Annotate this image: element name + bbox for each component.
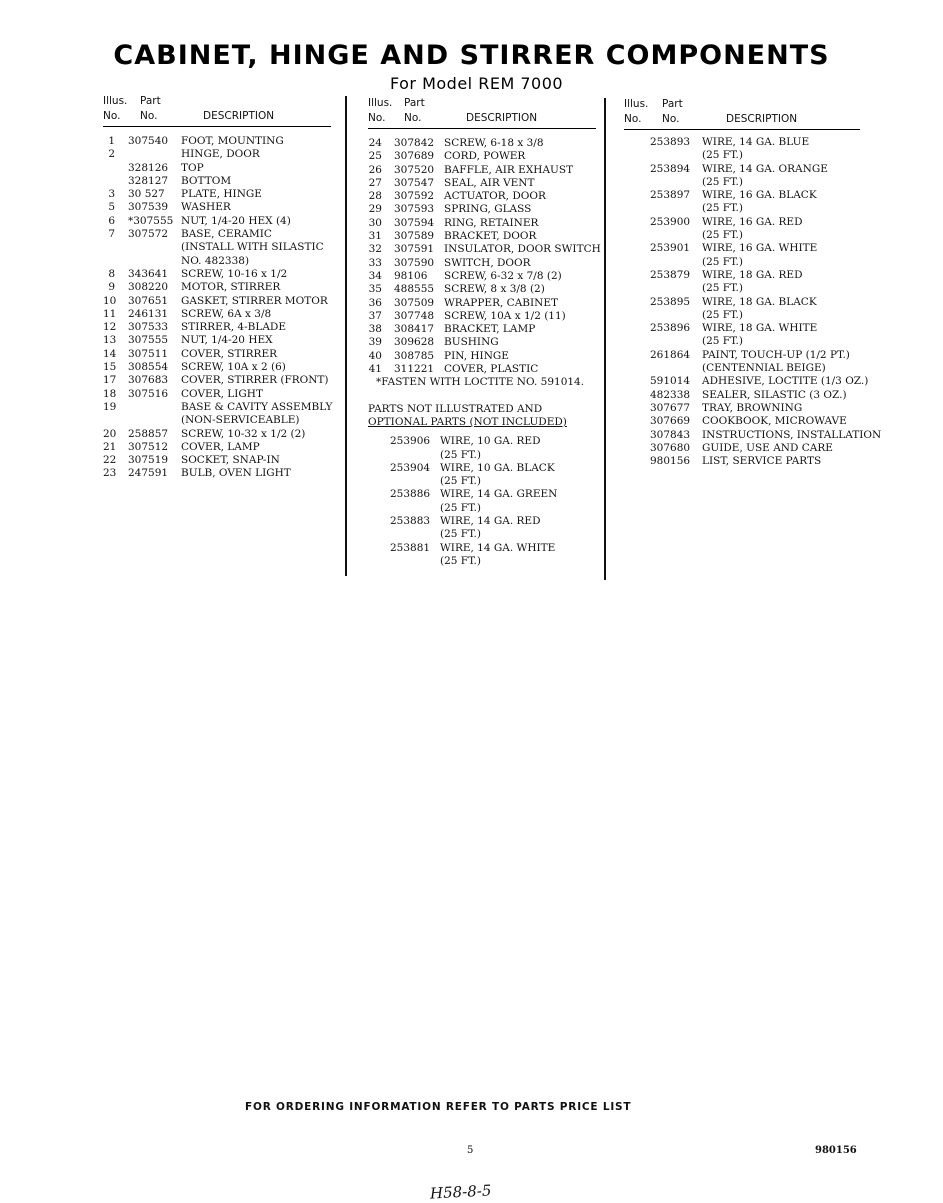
- part-description: WRAPPER, CABINET: [444, 296, 558, 309]
- parts-column-2: [368, 97, 603, 568]
- part-description: INSULATOR, DOOR SWITCH: [444, 243, 601, 256]
- part-number: 253883: [390, 515, 431, 528]
- part-row: [368, 230, 603, 243]
- header-rule: [624, 129, 860, 130]
- part-row: [103, 361, 338, 374]
- part-row: [368, 283, 603, 296]
- part-row: [103, 388, 338, 401]
- part-number: 307683: [128, 374, 169, 387]
- page-number: 5: [467, 1145, 474, 1156]
- optional-part-row: [368, 515, 603, 528]
- part-number: 307572: [128, 228, 169, 241]
- illus-header: Illus.: [624, 98, 649, 110]
- part-row: [624, 429, 924, 442]
- part-row: [368, 310, 603, 323]
- part-number: 253893: [650, 136, 691, 148]
- part-number: 308220: [128, 281, 169, 294]
- illus-number: 19: [103, 400, 117, 413]
- part-description: ACTUATOR, DOOR: [444, 190, 546, 203]
- optional-part-row: [368, 528, 603, 541]
- part-number: 307651: [128, 294, 169, 307]
- part-number: 328127: [128, 174, 169, 187]
- part-number: 307843: [650, 428, 691, 441]
- part-number: 247591: [128, 467, 169, 480]
- illus-number: 21: [103, 440, 117, 453]
- parts-column-1: [103, 95, 338, 481]
- illus-number: 39: [368, 336, 382, 349]
- part-row: [103, 414, 338, 427]
- part-row: [624, 189, 924, 202]
- illus-number: 3: [108, 188, 115, 201]
- part-description: COVER, LIGHT: [181, 387, 263, 400]
- column-divider: [604, 98, 606, 580]
- part-row: [103, 135, 338, 148]
- part-row: [624, 402, 924, 415]
- part-description: (25 FT.): [702, 229, 743, 242]
- illus-number: 22: [103, 454, 117, 467]
- part-description: SCREW, 6A x 3/8: [181, 307, 272, 320]
- part-description: PAINT, TOUCH-UP (1/2 PT.): [702, 348, 850, 361]
- part-description: WIRE, 18 GA. BLACK: [702, 295, 817, 308]
- part-description: BRACKET, LAMP: [444, 323, 536, 336]
- parts-list: [103, 135, 338, 481]
- part-description: MOTOR, STIRRER: [181, 281, 281, 294]
- part-description: SEALER, SILASTIC (3 OZ.): [702, 388, 847, 401]
- part-row: [103, 428, 338, 441]
- part-number: 307592: [394, 190, 435, 203]
- part-row: [624, 282, 924, 295]
- part-row: [103, 401, 338, 414]
- part-number: 253900: [650, 215, 691, 228]
- illus-number: 12: [103, 321, 117, 334]
- part-row: [624, 136, 924, 149]
- part-row: [103, 215, 338, 228]
- illus-number: 27: [368, 176, 382, 189]
- document-code: 980156: [815, 1145, 857, 1156]
- part-description: COVER, STIRRER: [181, 347, 278, 360]
- part-row: [368, 336, 603, 349]
- part-header: Part: [404, 97, 425, 109]
- part-number: 309628: [394, 336, 435, 349]
- part-number: 307593: [394, 203, 435, 216]
- part-description: PIN, HINGE: [444, 349, 509, 362]
- illus-number: 37: [368, 309, 382, 322]
- illus-number: 20: [103, 427, 117, 440]
- part-number: 307669: [650, 415, 691, 428]
- part-number: 307594: [394, 216, 435, 229]
- part-number: 308417: [394, 323, 435, 336]
- part-row: [624, 216, 924, 229]
- part-row: [368, 350, 603, 363]
- part-description: (25 FT.): [702, 308, 743, 321]
- part-description: SOCKET, SNAP-IN: [181, 454, 280, 467]
- part-row: [368, 297, 603, 310]
- part-description: WIRE, 14 GA. GREEN: [440, 488, 558, 501]
- illus-number: 35: [368, 283, 382, 296]
- part-number: 253901: [650, 242, 691, 255]
- part-row: [103, 308, 338, 321]
- illus-number: 18: [103, 387, 117, 400]
- illus-number: 5: [108, 201, 115, 214]
- illus-number: 15: [103, 361, 117, 374]
- part-row: [624, 176, 924, 189]
- part-row: [624, 362, 924, 375]
- part-number: 253904: [390, 461, 431, 474]
- part-row: [103, 281, 338, 294]
- part-row: [624, 202, 924, 215]
- part-no-header: No.: [662, 113, 680, 125]
- part-row: [624, 242, 924, 255]
- illus-no-header: No.: [368, 112, 386, 124]
- illus-number: 41: [368, 363, 382, 376]
- illus-number: 36: [368, 296, 382, 309]
- part-number: 307516: [128, 387, 169, 400]
- part-description: WIRE, 14 GA. WHITE: [440, 541, 556, 554]
- part-number: 308554: [128, 361, 169, 374]
- illus-number: 28: [368, 190, 382, 203]
- part-description: GASKET, STIRRER MOTOR: [181, 294, 328, 307]
- part-no-header: No.: [140, 110, 158, 122]
- part-description: PLATE, HINGE: [181, 188, 262, 201]
- part-description: BASE & CAVITY ASSEMBLY: [181, 400, 333, 413]
- part-row: [103, 467, 338, 480]
- part-row: [368, 257, 603, 270]
- part-number: 261864: [650, 348, 691, 361]
- illus-number: 11: [103, 307, 117, 320]
- part-number: 307520: [394, 163, 435, 176]
- illus-number: 29: [368, 203, 382, 216]
- part-number: 591014: [650, 375, 691, 388]
- part-number: 307680: [650, 441, 691, 454]
- part-row: [103, 268, 338, 281]
- illus-number: 30: [368, 216, 382, 229]
- part-row: [103, 175, 338, 188]
- part-description: (25 FT.): [440, 554, 481, 567]
- part-row: [368, 323, 603, 336]
- optional-part-row: [368, 542, 603, 555]
- part-number: 307555: [128, 334, 169, 347]
- part-description: STIRRER, 4-BLADE: [181, 321, 286, 334]
- part-number: 246131: [128, 307, 169, 320]
- part-row: [624, 269, 924, 282]
- illus-no-header: No.: [624, 113, 642, 125]
- part-header: Part: [140, 95, 161, 107]
- part-row: [368, 190, 603, 203]
- part-number: 307689: [394, 150, 435, 163]
- part-row: [103, 334, 338, 347]
- part-description: WIRE, 16 GA. WHITE: [702, 242, 818, 255]
- part-number: 253897: [650, 189, 691, 202]
- part-number: 307591: [394, 243, 435, 256]
- part-number: 253881: [390, 541, 431, 554]
- illus-number: 8: [108, 267, 115, 280]
- part-number: 328126: [128, 161, 169, 174]
- part-number: *307555: [128, 214, 174, 227]
- part-description: SPRING, GLASS: [444, 203, 532, 216]
- part-number: 307842: [394, 137, 435, 149]
- part-number: 307677: [650, 401, 691, 414]
- optional-part-row: [368, 462, 603, 475]
- part-description: COOKBOOK, MICROWAVE: [702, 415, 847, 428]
- page-title: CABINET, HINGE AND STIRRER COMPONENTS: [113, 40, 830, 71]
- optional-part-row: [368, 449, 603, 462]
- part-row: [368, 203, 603, 216]
- part-row: [624, 455, 924, 468]
- part-description: BOTTOM: [181, 174, 232, 187]
- part-description: (25 FT.): [702, 335, 743, 348]
- illus-number: 32: [368, 243, 382, 256]
- part-row: [624, 415, 924, 428]
- part-description: SCREW, 10A x 1/2 (11): [444, 309, 566, 322]
- parts-column-3: [624, 98, 924, 468]
- parts-list: [624, 136, 924, 468]
- part-description: WIRE, 10 GA. RED: [440, 435, 541, 448]
- part-description: NUT, 1/4-20 HEX (4): [181, 214, 291, 227]
- illus-number: 25: [368, 150, 382, 163]
- illus-number: 38: [368, 323, 382, 336]
- loctite-note: *FASTEN WITH LOCTITE NO. 591014.: [376, 376, 585, 389]
- part-description: NUT, 1/4-20 HEX: [181, 334, 273, 347]
- illus-number: 26: [368, 163, 382, 176]
- part-row: [624, 389, 924, 402]
- illus-number: 9: [108, 281, 115, 294]
- part-number: 253896: [650, 322, 691, 335]
- illus-number: 31: [368, 230, 382, 243]
- part-row: [368, 177, 603, 190]
- part-description: (INSTALL WITH SILASTIC: [181, 241, 324, 254]
- part-description: SCREW, 6-18 x 3/8: [444, 137, 544, 149]
- part-number: 311221: [394, 363, 435, 376]
- part-description: SCREW, 6-32 x 7/8 (2): [444, 269, 562, 282]
- model-subtitle: For Model REM 7000: [390, 74, 564, 93]
- part-description: LIST, SERVICE PARTS: [702, 455, 822, 468]
- optional-part-row: [368, 475, 603, 488]
- part-row: [368, 243, 603, 256]
- part-description: BASE, CERAMIC: [181, 228, 272, 241]
- part-row: [103, 374, 338, 387]
- part-description: WIRE, 10 GA. BLACK: [440, 461, 555, 474]
- part-row: [624, 163, 924, 176]
- part-description: WIRE, 14 GA. RED: [440, 515, 541, 528]
- part-description: SCREW, 8 x 3/8 (2): [444, 283, 545, 296]
- optional-parts-list: [368, 435, 603, 568]
- part-header: Part: [662, 98, 683, 110]
- part-description: COVER, LAMP: [181, 440, 260, 453]
- part-number: 307589: [394, 230, 435, 243]
- illus-number: 17: [103, 374, 117, 387]
- part-number: 307547: [394, 176, 435, 189]
- illus-number: 10: [103, 294, 117, 307]
- part-row: [103, 321, 338, 334]
- part-description: WIRE, 14 GA. BLUE: [702, 136, 810, 148]
- part-description: (25 FT.): [702, 282, 743, 295]
- part-description: (25 FT.): [440, 501, 481, 514]
- part-description: CORD, POWER: [444, 150, 526, 163]
- part-description: WASHER: [181, 201, 231, 214]
- part-description: (25 FT.): [702, 149, 743, 162]
- part-description: (25 FT.): [440, 528, 481, 541]
- part-row: [624, 149, 924, 162]
- description-header: DESCRIPTION: [203, 110, 275, 122]
- part-row: [103, 188, 338, 201]
- part-description: WIRE, 16 GA. RED: [702, 215, 803, 228]
- part-number: 308785: [394, 349, 435, 362]
- part-number: 253879: [650, 268, 691, 281]
- part-description: ADHESIVE, LOCTITE (1/3 OZ.): [702, 375, 869, 388]
- part-number: 343641: [128, 267, 169, 280]
- part-number: 253894: [650, 162, 691, 175]
- part-number: 980156: [650, 455, 691, 468]
- part-description: SCREW, 10A x 2 (6): [181, 361, 286, 374]
- part-description: WIRE, 18 GA. RED: [702, 268, 803, 281]
- illus-number: 13: [103, 334, 117, 347]
- column-divider: [345, 96, 347, 576]
- optional-part-row: [368, 502, 603, 515]
- part-row: [368, 137, 603, 150]
- illus-no-header: No.: [103, 110, 121, 122]
- part-row: [624, 375, 924, 388]
- part-description: WIRE, 18 GA. WHITE: [702, 322, 818, 335]
- part-description: HINGE, DOOR: [181, 148, 260, 161]
- optional-part-row: [368, 435, 603, 448]
- column-header: [368, 97, 603, 131]
- part-row: [624, 442, 924, 455]
- part-row: [103, 255, 338, 268]
- part-description: (25 FT.): [702, 175, 743, 188]
- part-number: 253906: [390, 435, 431, 448]
- part-no-header: No.: [404, 112, 422, 124]
- part-row: [368, 164, 603, 177]
- part-row: [368, 217, 603, 230]
- part-number: 253895: [650, 295, 691, 308]
- illus-header: Illus.: [103, 95, 128, 107]
- part-description: BUSHING: [444, 336, 499, 349]
- part-row: [624, 335, 924, 348]
- illus-number: 23: [103, 467, 117, 480]
- illus-number: 7: [108, 228, 115, 241]
- part-description: WIRE, 16 GA. BLACK: [702, 189, 817, 202]
- illus-number: 33: [368, 256, 382, 269]
- part-row: [103, 228, 338, 241]
- illus-number: 40: [368, 349, 382, 362]
- part-description: FOOT, MOUNTING: [181, 135, 284, 147]
- part-description: GUIDE, USE AND CARE: [702, 441, 833, 454]
- part-row: [103, 454, 338, 467]
- header-rule: [368, 128, 596, 129]
- part-description: (25 FT.): [702, 202, 743, 215]
- optional-part-row: [368, 488, 603, 501]
- part-row: [103, 441, 338, 454]
- part-row: [624, 309, 924, 322]
- part-number: 307590: [394, 256, 435, 269]
- part-row: [624, 296, 924, 309]
- parts-list: [368, 137, 603, 376]
- part-description: (25 FT.): [440, 448, 481, 461]
- optional-part-row: [368, 555, 603, 568]
- part-description: BULB, OVEN LIGHT: [181, 467, 291, 480]
- part-row: [368, 150, 603, 163]
- part-description: TOP: [181, 161, 204, 174]
- part-description: TRAY, BROWNING: [702, 401, 803, 414]
- part-description: (CENTENNIAL BEIGE): [702, 362, 826, 375]
- column-header: [103, 95, 338, 129]
- illus-number: 14: [103, 347, 117, 360]
- part-description: SCREW, 10-16 x 1/2: [181, 267, 288, 280]
- part-description: COVER, STIRRER (FRONT): [181, 374, 329, 387]
- description-header: DESCRIPTION: [726, 113, 798, 125]
- part-row: [103, 295, 338, 308]
- part-row: [103, 148, 338, 161]
- illus-number: 1: [108, 135, 115, 147]
- part-description: BRACKET, DOOR: [444, 230, 537, 243]
- part-description: WIRE, 14 GA. ORANGE: [702, 162, 828, 175]
- part-description: (25 FT.): [440, 475, 481, 488]
- part-number: 307509: [394, 296, 435, 309]
- part-row: [624, 229, 924, 242]
- illus-number: 34: [368, 269, 382, 282]
- part-description: SEAL, AIR VENT: [444, 176, 535, 189]
- part-number: 307539: [128, 201, 169, 214]
- part-number: 253886: [390, 488, 431, 501]
- ordering-footer: FOR ORDERING INFORMATION REFER TO PARTS PRICE LIST: [245, 1101, 632, 1113]
- header-rule: [103, 126, 331, 127]
- part-row: [368, 363, 603, 376]
- description-header: DESCRIPTION: [466, 112, 538, 124]
- part-description: BAFFLE, AIR EXHAUST: [444, 163, 574, 176]
- part-number: 307533: [128, 321, 169, 334]
- part-number: 488555: [394, 283, 435, 296]
- part-description: RING, RETAINER: [444, 216, 539, 229]
- part-row: [103, 241, 338, 254]
- part-description: (25 FT.): [702, 255, 743, 268]
- part-number: 98106: [394, 269, 428, 282]
- part-row: [624, 322, 924, 335]
- handwritten-note: H58-8-5: [429, 1181, 492, 1203]
- part-row: [368, 270, 603, 283]
- part-description: NO. 482338): [181, 254, 250, 267]
- illus-number: 2: [108, 148, 115, 161]
- part-row: [624, 256, 924, 269]
- illus-number: 24: [368, 137, 382, 149]
- part-number: 307519: [128, 454, 169, 467]
- part-row: [103, 348, 338, 361]
- part-number: 258857: [128, 427, 169, 440]
- part-number: 307748: [394, 309, 435, 322]
- optional-parts-heading: PARTS NOT ILLUSTRATED AND OPTIONAL PARTS (NOT INCLUDED): [368, 402, 567, 428]
- illus-header: Illus.: [368, 97, 393, 109]
- part-description: INSTRUCTIONS, INSTALLATION: [702, 428, 882, 441]
- part-number: 307512: [128, 440, 169, 453]
- part-number: 307511: [128, 347, 169, 360]
- part-row: [624, 349, 924, 362]
- part-number: 30 527: [128, 188, 165, 201]
- part-description: (NON-SERVICEABLE): [181, 414, 300, 427]
- part-row: [103, 201, 338, 214]
- part-description: SWITCH, DOOR: [444, 256, 531, 269]
- part-number: 307540: [128, 135, 169, 147]
- part-number: 482338: [650, 388, 691, 401]
- illus-number: 6: [108, 214, 115, 227]
- column-header: [624, 98, 924, 132]
- part-row: [103, 162, 338, 175]
- part-description: SCREW, 10-32 x 1/2 (2): [181, 427, 306, 440]
- part-description: COVER, PLASTIC: [444, 363, 539, 376]
